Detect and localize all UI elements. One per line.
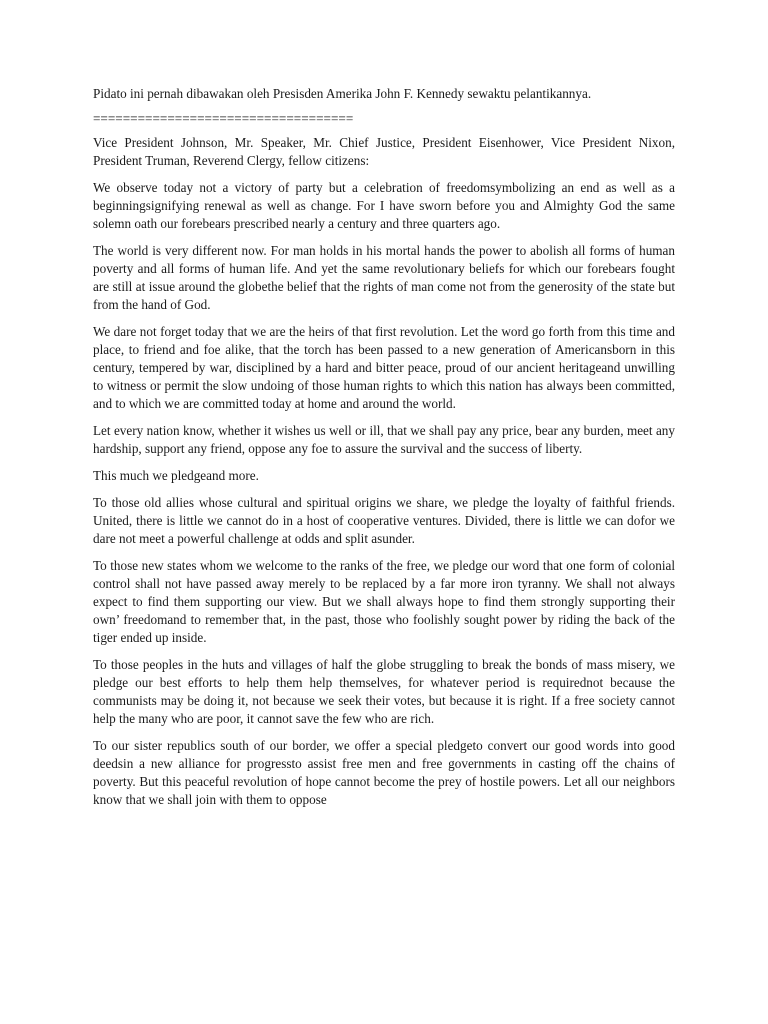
body-paragraph: The world is very different now. For man holds in his mortal hands the power to abolish all forms of human poverty and all forms of human life. And yet the same revolutionary beliefs for which our forebears fought are still at issue around the globethe belief that the rights of man come not from the generosity of the state but from the hand of God. [93, 243, 675, 312]
body-paragraph: We dare not forget today that we are the heirs of that first revolution. Let the word go forth from this time and place, to friend and foe alike, that the torch has been passed to a new generation of Americansborn in this century, tempered by war, disciplined by a hard and bitter peace, proud of our ancient heritageand unwilling to witness or permit the slow undoing of those human rights to which this nation has always been committed, and to which we are committed today at home and around the world. [93, 324, 675, 411]
intro-paragraph: Pidato ini pernah dibawakan oleh Presisden Amerika John F. Kennedy sewaktu pelantikannya. [93, 86, 592, 101]
body-paragraph: This much we pledgeand more. [93, 468, 259, 483]
separator-line: =================================== [93, 112, 354, 126]
document-body [93, 85, 675, 818]
body-paragraph: We observe today not a victory of party but a celebration of freedomsymbolizing an end as well as a beginningsignifying renewal as well as change. For I have sworn before you and Almighty God the same solemn oath our forebears prescribed nearly a century and three quarters ago. [93, 180, 675, 231]
body-paragraph: Let every nation know, whether it wishes us well or ill, that we shall pay any price, bear any burden, meet any hardship, support any friend, oppose any foe to assure the survival and the success of liberty. [93, 423, 675, 456]
body-paragraph: To those old allies whose cultural and spiritual origins we share, we pledge the loyalty of faithful friends. United, there is little we cannot do in a host of cooperative ventures. Divided, there is little we can dofor we dare not meet a powerful challenge at odds and split asunder. [93, 495, 675, 546]
body-paragraph: To those new states whom we welcome to the ranks of the free, we pledge our word that one form of colonial control shall not have passed away merely to be replaced by a far more iron tyranny. We shall not always expect to find them supporting our view. But we shall always hope to find them strongly supporting their own’ freedomand to remember that, in the past, those who foolishly sought power by riding the back of the tiger ended up inside. [93, 558, 675, 645]
body-paragraph: To those peoples in the huts and villages of half the globe struggling to break the bonds of mass misery, we pledge our best efforts to help them help themselves, for whatever period is requirednot because the communists may be doing it, not because we seek their votes, but because it is right. If a free society cannot help the many who are poor, it cannot save the few who are rich. [93, 657, 675, 726]
body-paragraph: To our sister republics south of our border, we offer a special pledgeto convert our good words into good deedsin a new alliance for progressto assist free men and free governments in casting off the chains of poverty. But this peaceful revolution of hope cannot become the prey of hostile powers. Let all our neighbors know that we shall join with them to oppose [93, 738, 675, 807]
salutation-paragraph: Vice President Johnson, Mr. Speaker, Mr. Chief Justice, President Eisenhower, Vice President Nixon, President Truman, Reverend Clergy, fellow citizens: [93, 135, 675, 168]
